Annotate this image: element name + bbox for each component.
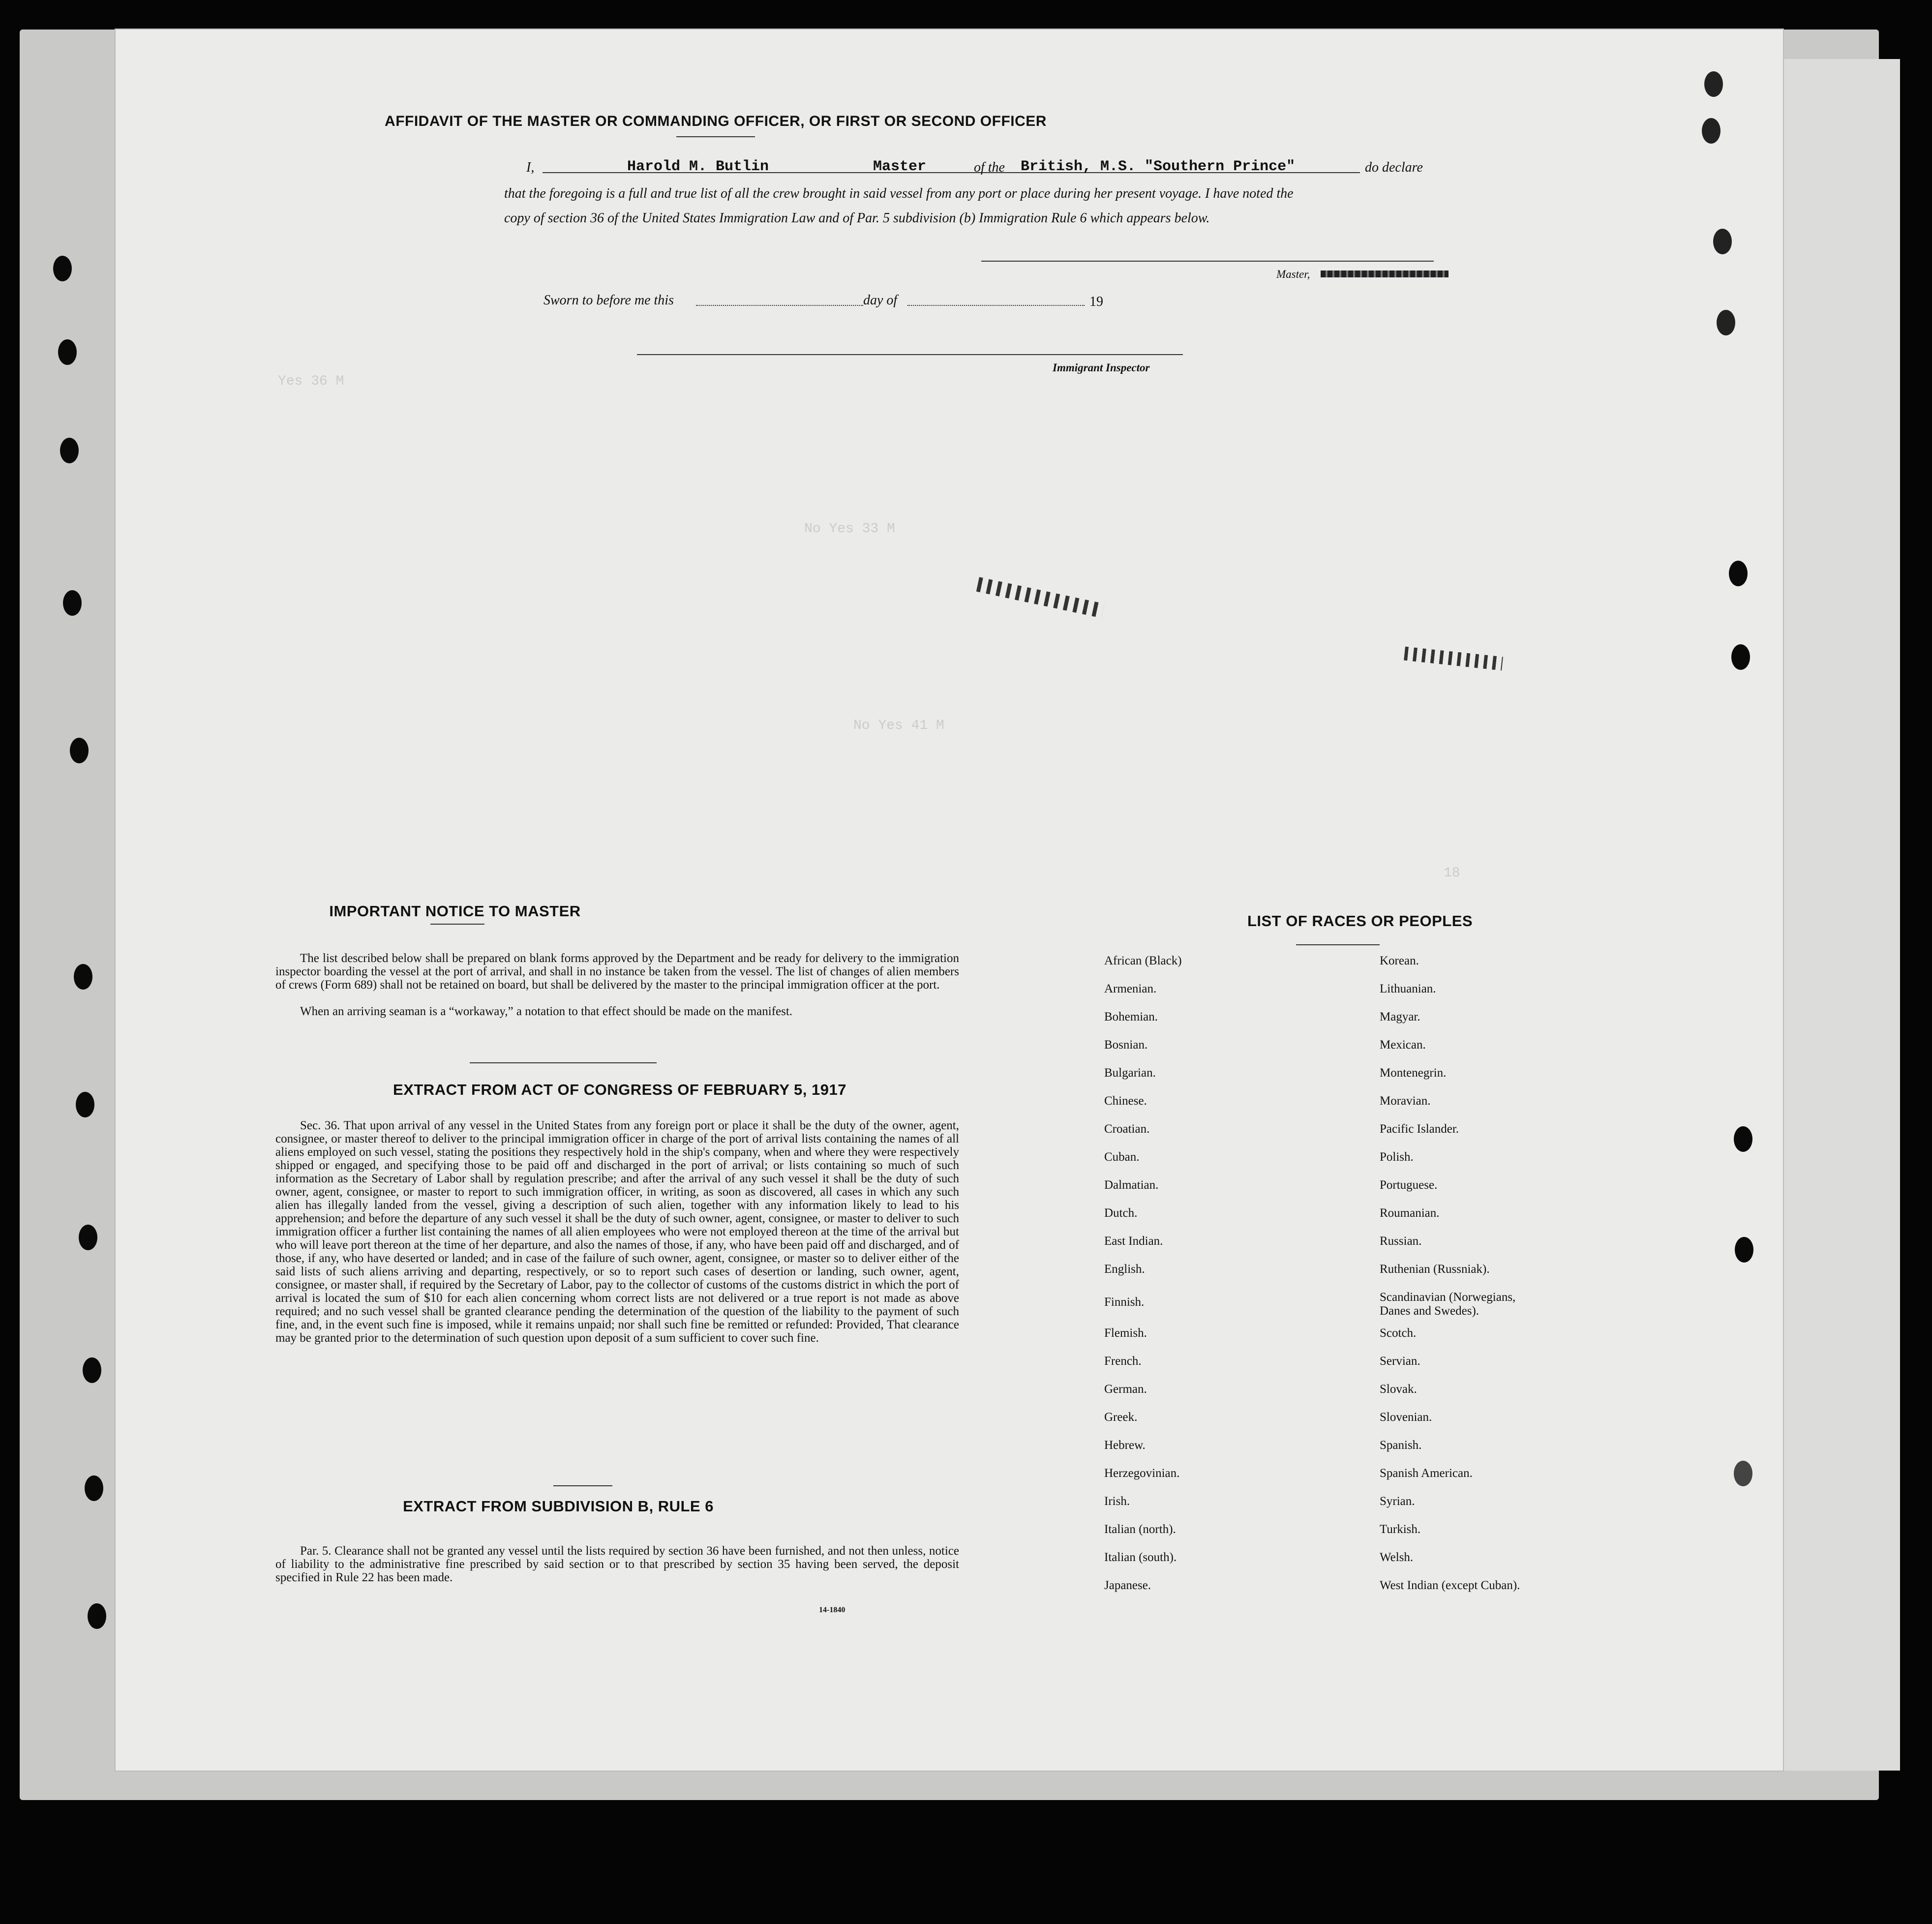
race-item: Flemish. — [1104, 1326, 1147, 1340]
race-item: Roumanian. — [1380, 1206, 1440, 1220]
race-item: Moravian. — [1380, 1094, 1431, 1108]
rule-title: EXTRACT FROM SUBDIVISION B, RULE 6 — [403, 1498, 714, 1515]
race-item: Scandinavian (Norwegians, Danes and Swedes). — [1380, 1291, 1516, 1318]
race-item: Portuguese. — [1380, 1178, 1438, 1192]
race-item: Syrian. — [1380, 1495, 1415, 1508]
race-item: Spanish. — [1380, 1439, 1422, 1452]
races-left-column — [1104, 954, 1340, 1607]
race-item: German. — [1104, 1383, 1147, 1396]
race-item: Scotch. — [1380, 1326, 1417, 1340]
day-of-label: day of — [863, 293, 898, 308]
race-item: Italian (south). — [1104, 1551, 1177, 1564]
race-item: Chinese. — [1104, 1094, 1147, 1108]
divider — [1296, 944, 1380, 945]
race-item: Dalmatian. — [1104, 1178, 1159, 1192]
inspector-signature-line — [637, 354, 1183, 355]
race-item: Montenegrin. — [1380, 1066, 1447, 1080]
punch-hole — [79, 1225, 97, 1250]
punch-hole — [1702, 118, 1721, 144]
sworn-day-line — [696, 305, 863, 306]
bleed-through-text: Yes 36 M — [278, 374, 344, 389]
affidavit-lead: I, — [526, 160, 535, 175]
race-item: Ruthenian (Russniak). — [1380, 1263, 1490, 1276]
divider — [430, 924, 484, 925]
declare-label: do declare — [1365, 160, 1423, 175]
race-item: Mexican. — [1380, 1038, 1426, 1052]
race-item: Bosnian. — [1104, 1038, 1148, 1052]
notice-paragraph-1: The list described below shall be prepared on blank forms approved by the Department and be ready for delivery to the immigration inspector boarding the vessel at the port of arrival, and shall in no instance be taken from the vessel. The list of changes of alien members of crews (Form 689) shall not be retained on board, but shall be delivered by the master to the principal immigration officer at the port. — [275, 952, 959, 992]
race-item: East Indian. — [1104, 1234, 1163, 1248]
punch-hole — [85, 1475, 103, 1501]
master-rank: Master — [873, 158, 927, 175]
race-item: Servian. — [1380, 1354, 1420, 1368]
rule-paragraph-5: Par. 5. Clearance shall not be granted any vessel until the lists required by section 36 have been furnished, and not then unless, notice of liability to the administrative fine prescribed by said section or to that prescribed by section 35 having been served, the deposit specified in Rule 22 has been made. — [275, 1544, 959, 1584]
affidavit-title: AFFIDAVIT OF THE MASTER OR COMMANDING OFFICER, OR FIRST OR SECOND OFFICER — [385, 113, 1047, 129]
sworn-year: 19 — [1089, 294, 1103, 309]
sworn-label: Sworn to before me this — [543, 293, 674, 308]
divider — [676, 136, 755, 137]
race-item: Welsh. — [1380, 1551, 1414, 1564]
punch-hole — [1734, 1126, 1752, 1152]
race-item: Lithuanian. — [1380, 982, 1436, 995]
race-item: West Indian (except Cuban). — [1380, 1579, 1520, 1592]
race-item: Slovak. — [1380, 1383, 1417, 1396]
punch-hole — [60, 438, 79, 463]
race-item: Hebrew. — [1104, 1439, 1146, 1452]
master-signature-label: Master, — [1276, 268, 1310, 280]
punch-hole — [74, 964, 92, 990]
race-item: Greek. — [1104, 1411, 1138, 1424]
affidavit-line-3: copy of section 36 of the United States Immigration Law and of Par. 5 subdivision (b) Immigration Rule 6 which appears below. — [504, 210, 1210, 226]
punch-hole — [1717, 310, 1735, 335]
sworn-month-line — [907, 305, 1085, 306]
divider — [553, 1485, 612, 1486]
master-name: Harold M. Butlin — [627, 158, 769, 175]
back-sheet-edge — [1771, 59, 1900, 1771]
of-the-label: of the — [974, 160, 1005, 175]
punch-hole — [83, 1357, 101, 1383]
race-item: Irish. — [1104, 1495, 1130, 1508]
pen-scratch-mark — [1404, 647, 1503, 671]
divider — [470, 1062, 657, 1063]
races-right-column — [1380, 954, 1635, 1607]
race-item: Croatian. — [1104, 1122, 1150, 1136]
punch-hole — [1704, 71, 1723, 97]
punch-hole — [1734, 1461, 1752, 1486]
punch-hole — [1731, 644, 1750, 670]
race-item: Italian (north). — [1104, 1523, 1176, 1536]
race-item: Slovenian. — [1380, 1411, 1432, 1424]
race-item: Finnish. — [1104, 1295, 1145, 1309]
punch-hole — [1735, 1237, 1753, 1263]
act-section-36-text: Sec. 36. That upon arrival of any vessel in the United States from any foreign port or place it shall be the duty of the owner, agent, consignee, or master thereof to deliver to the principal immigration officer in charge of the port of arrival lists containing the names of all aliens employed on such vessel, stating the positions they respectively hold in the ship's company, when and where they were respectively shipped or engaged, and specifying those to be paid off and discharged in the port of arrival; or lists containing so much of such information as the Secretary of Labor shall by regulation prescribe; and after the arrival of any such vessel it shall be the duty of such owner, agent, consignee, or master to report to such immigration officer, in writing, as soon as discovered, all cases in which any such alien has illegally landed from the vessel, giving a description of such alien, together with any information likely to lead to his apprehension; and before the departure of any such vessel it shall be the duty of such owner, agent, consignee, or master to deliver to such immigration officer a further list containing the names of all alien employees who were not employed thereon at the time of the arrival but who will leave port thereon at the time of her departure, and also the names of those, if any, who have been paid off and discharged, and of those, if any, who have deserted or landed; and in case of the failure of such owner, agent, consignee, or master so to deliver either of the said lists of such aliens arriving and departing, respectively, or so to report such cases of desertion or landing, such owner, agent, consignee, or master shall, if required by the Secretary of Labor, pay to the collector of customs of the customs district in which the port of arrival is located the sum of $10 for each alien concerning whom correct lists are not delivered or a true report is not made as above required; and no such vessel shall be granted clearance pending the determination of the question of the liability to the payment of such fine, and, in the event such fine is imposed, while it remains unpaid; nor shall such fine be remitted or refunded: Provided, That clearance may be granted prior to the determination of such question upon deposit of a sum sufficient to cover such fine. — [275, 1119, 959, 1345]
race-item: Bulgarian. — [1104, 1066, 1156, 1080]
race-item: Japanese. — [1104, 1579, 1151, 1592]
punch-hole — [1729, 561, 1748, 586]
race-item: Armenian. — [1104, 982, 1157, 995]
notice-title: IMPORTANT NOTICE TO MASTER — [329, 902, 581, 920]
act-title: EXTRACT FROM ACT OF CONGRESS OF FEBRUARY 5, 1917 — [393, 1081, 846, 1098]
punch-hole — [70, 738, 89, 763]
race-item: French. — [1104, 1354, 1142, 1368]
pen-scratch-mark — [976, 577, 1105, 618]
punch-hole — [53, 256, 72, 281]
race-item: Turkish. — [1380, 1523, 1421, 1536]
punch-hole — [58, 339, 77, 365]
manifest-page — [116, 30, 1783, 1771]
bleed-through-text: 18 — [1444, 866, 1460, 881]
bleed-through-text: No Yes 41 M — [853, 718, 944, 733]
race-item: English. — [1104, 1263, 1145, 1276]
punch-hole — [63, 590, 82, 616]
struck-out-text — [1321, 271, 1449, 277]
races-title: LIST OF RACES OR PEOPLES — [1247, 912, 1473, 930]
race-item: Cuban. — [1104, 1150, 1140, 1164]
race-item: Korean. — [1380, 954, 1419, 967]
race-item: Dutch. — [1104, 1206, 1138, 1220]
form-number: 14-1840 — [819, 1606, 845, 1614]
race-item: Bohemian. — [1104, 1010, 1158, 1023]
affidavit-line-2: that the foregoing is a full and true list of all the crew brought in said vessel from any port or place during her present voyage. I have noted the — [504, 186, 1294, 201]
race-item: Herzegovinian. — [1104, 1467, 1180, 1480]
notice-paragraph-2: When an arriving seaman is a “workaway,” a notation to that effect should be made on the manifest. — [300, 1005, 793, 1018]
race-item: Magyar. — [1380, 1010, 1420, 1023]
punch-hole — [88, 1603, 106, 1629]
race-item: Pacific Islander. — [1380, 1122, 1459, 1136]
race-item: Polish. — [1380, 1150, 1414, 1164]
race-item: African (Black) — [1104, 954, 1182, 967]
race-item: Spanish American. — [1380, 1467, 1473, 1480]
vessel-name: British, M.S. "Southern Prince" — [1021, 158, 1296, 175]
punch-hole — [1713, 229, 1732, 254]
inspector-label: Immigrant Inspector — [1053, 361, 1150, 374]
master-signature-line — [981, 261, 1434, 262]
punch-hole — [76, 1092, 94, 1117]
bleed-through-text: No Yes 33 M — [804, 521, 895, 537]
race-item: Russian. — [1380, 1234, 1422, 1248]
